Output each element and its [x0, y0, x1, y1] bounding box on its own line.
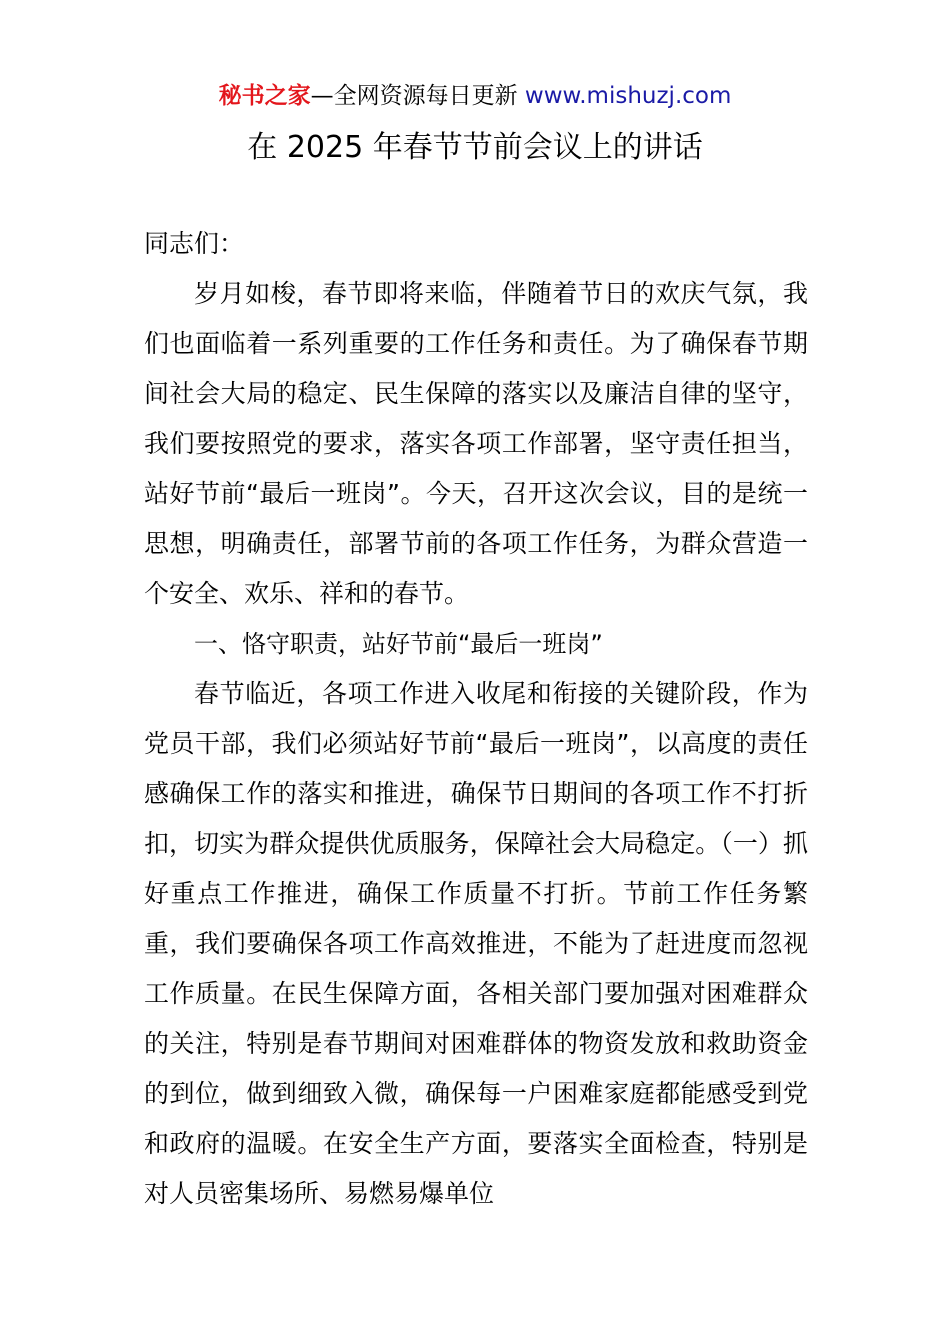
salutation: 同志们： — [144, 229, 245, 258]
site-header — [0, 78, 950, 114]
header-tagline: —全网资源每日更新 — [310, 83, 525, 109]
intro-paragraph: 岁月如梭，春节即将来临，伴随着节日的欢庆气氛，我们也面临着一系列重要的工作任务和责任。为了确保春节期间社会大局的稳定、民生保障的落实以及廉洁自律的坚守，我们要按照党的要求，落实各项工作部署，坚守责任担当，站好节前“最后一班岗”。今天，召开这次会议，目的是统一思想，明确责任，部署节前的各项工作任务，为群众营造一个安全、欢乐、祥和的春节。 — [144, 279, 808, 608]
section-paragraph: 春节临近，各项工作进入收尾和衔接的关键阶段，作为党员干部，我们必须站好节前“最后一班岗”，以高度的责任感确保工作的落实和推进，确保节日期间的各项工作不打折扣，切实为群众提供优质服务，保障社会大局稳定。（一）抓好重点工作推进，确保工作质量不打折。节前工作任务繁重，我们要确保各项工作高效推进，不能为了赶进度而忽视工作质量。在民生保障方面，各相关部门要加强对困难群众的关注，特别是春节期间对困难群体的物资发放和救助资金的到位，做到细致入微，确保每一户困难家庭都能感受到党和政府的温暖。在安全生产方面，要落实全面检查，特别是对人员密集场所、易燃易爆单位 — [144, 679, 808, 1208]
document-title: 在 2025 年春节节前会议上的讲话 — [247, 130, 703, 165]
brand-name: 秘书之家 — [218, 83, 311, 109]
document-body — [144, 219, 808, 1219]
section-heading: 一、恪守职责，站好节前“最后一班岗” — [194, 630, 603, 658]
site-url-link[interactable]: www.mishuzj.com — [524, 83, 732, 109]
